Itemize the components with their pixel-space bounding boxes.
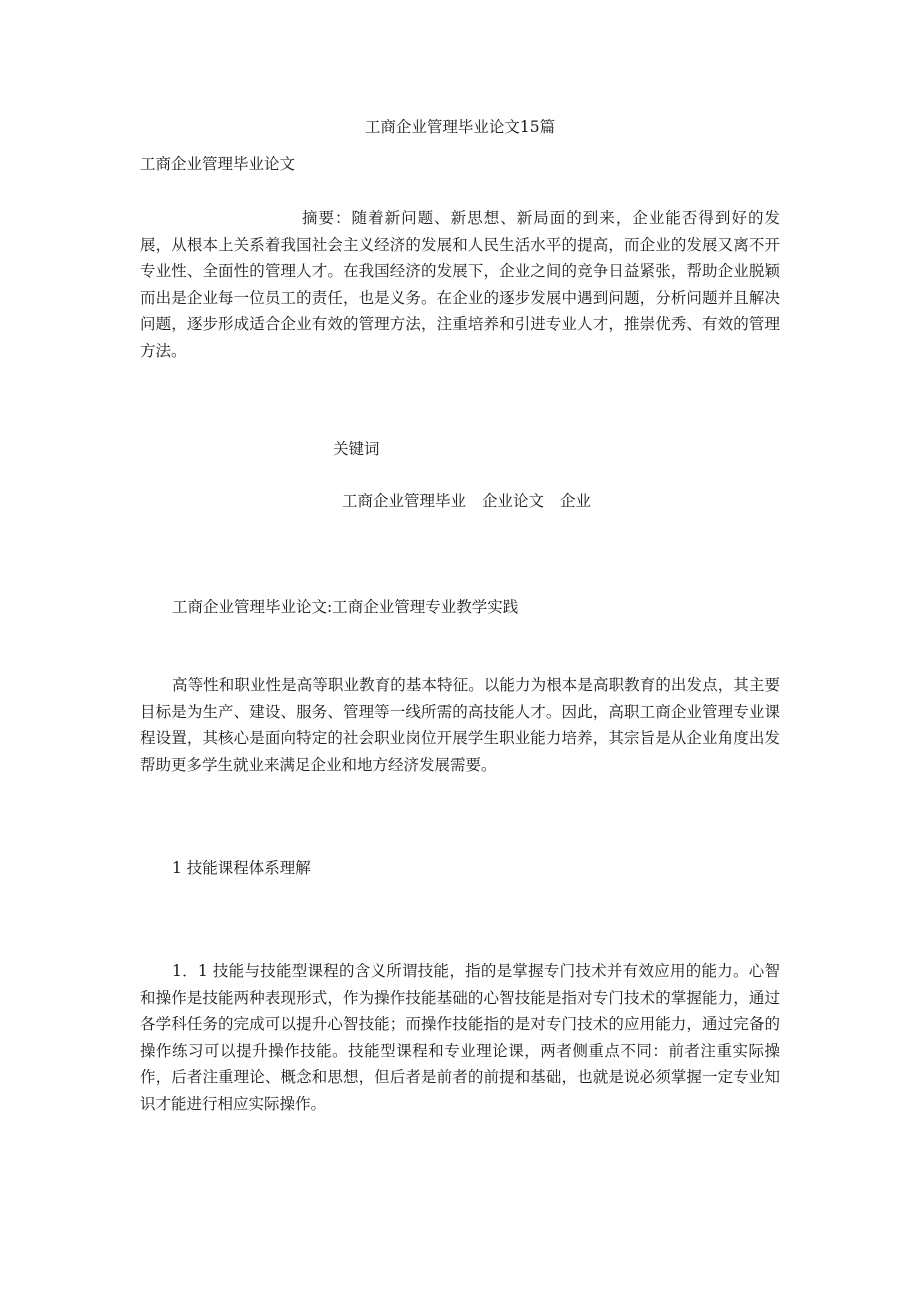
intro-paragraph: 高等性和职业性是高等职业教育的基本特征。以能力为根本是高职教育的出发点，其主要目标是为生产、建设、服务、管理等一线所需的高技能人才。因此，高职工商企业管理专业课程设置，其核心是面向特定的社会职业岗位开展学生职业能力培养，其宗旨是从企业角度出发帮助更多学生就业来满足企业和地方经济发展需要。 — [140, 676, 780, 774]
keyword-item: 企业论文 — [482, 492, 545, 510]
document-subtitle: 工商企业管理毕业论文 — [140, 155, 296, 173]
document-title: 工商企业管理毕业论文15篇 — [364, 118, 556, 136]
keyword-item: 工商企业管理毕业 — [342, 492, 467, 510]
abstract-paragraph: 摘要：随着新问题、新思想、新局面的到来，企业能否得到好的发展，从根本上关系着我国社会主义经济的发展和人民生活水平的提高，而企业的发展又离不开专业性、全面性的管理人才。在我国经济的发展下，企业之间的竞争日益紧张，帮助企业脱颖而出是企业每一位员工的责任，也是义务。在企业的逐步发展中遇到问题，分析问题并且解决问题，逐步形成适合企业有效的管理方法，注重培养和引进专业人才，推崇优秀、有效的管理方法。 — [140, 209, 780, 360]
section-heading: 1 技能课程体系理解 — [172, 859, 311, 877]
keyword-item: 企业 — [560, 492, 592, 510]
keywords-list — [342, 490, 591, 512]
body-paragraph: 1．1 技能与技能型课程的含义所谓技能，指的是掌握专门技术并有效应用的能力。心智和操作是技能两种表现形式，作为操作技能基础的心智技能是指对专门技术的掌握能力，通过各学科任务的完成可以提升心智技能；而操作技能指的是对专门技术的应用能力，通过完备的操作练习可以提升操作技能。技能型课程和专业理论课，两者侧重点不同：前者注重实际操作，后者注重理论、概念和思想，但后者是前者的前提和基础，也就是说必须掌握一定专业知识才能进行相应实际操作。 — [140, 962, 780, 1113]
keywords-label: 关键词 — [333, 440, 380, 458]
section-title: 工商企业管理毕业论文:工商企业管理专业教学实践 — [172, 598, 519, 616]
